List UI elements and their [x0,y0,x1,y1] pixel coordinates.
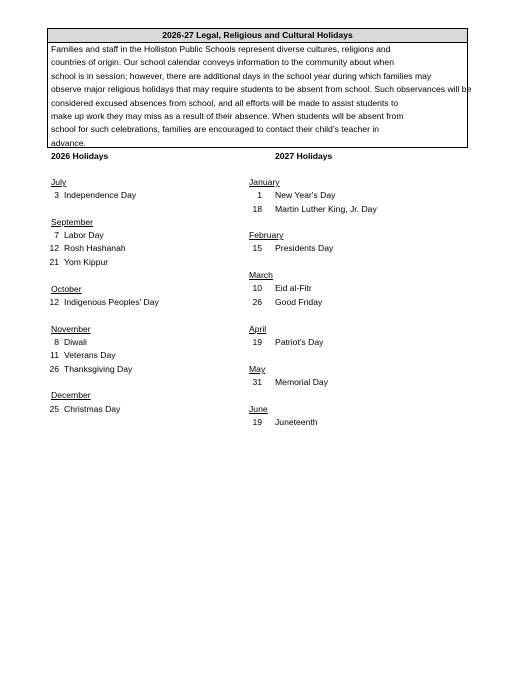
intro-line: Families and staff in the Holliston Public Schools represent diverse cultures, religions and [51,44,391,54]
holiday-day: 1 [257,190,262,200]
holiday-name: Presidents Day [275,243,334,253]
month-label: July [51,177,67,187]
holiday-day: 26 [252,297,262,307]
holiday-name: Memorial Day [275,377,329,387]
holiday-day: 8 [54,337,59,347]
holiday-name: Yom Kippur [64,257,109,267]
month-label: November [51,324,91,334]
holiday-day: 15 [252,243,262,253]
holiday-name: Rosh Hashanah [64,243,126,253]
month-label: May [249,364,266,374]
holiday-name: Eid al-Fitr [275,283,312,293]
holiday-name: Thanksgiving Day [64,364,133,374]
holiday-name: Labor Day [64,230,104,240]
holiday-name: Juneteenth [275,417,318,427]
holiday-name: Christmas Day [64,404,121,414]
holiday-name: New Year's Day [275,190,336,200]
month-label: April [249,324,267,334]
intro-box [47,28,472,148]
intro-line: school is in session; however, there are additional days in the school year during which families may [51,70,432,81]
holiday-name: Independence Day [64,190,137,200]
holiday-day: 19 [252,337,262,347]
holiday-day: 19 [252,417,262,427]
holiday-day: 7 [54,230,59,240]
holiday-day: 10 [252,283,262,293]
month-label: September [51,217,94,227]
month-label: January [249,177,280,187]
month-label: December [51,390,91,400]
intro-line: school for such celebrations, families are encouraged to contact their child’s teacher in [51,124,380,135]
holiday-name: Martin Luther King, Jr. Day [275,204,377,214]
holiday-name: Patriot's Day [275,337,324,347]
holiday-day: 31 [252,377,262,387]
intro-line: considered excused absences from school, and all efforts will be made to assist students to [51,97,399,108]
intro-line: observe major religious holidays that may require students to be absent from school. Such observances will be [51,84,472,95]
intro-line: make up work they may miss as a result of their absence. When students will be absent from [51,110,404,121]
month-label: October [51,284,82,294]
holiday-day: 18 [252,204,262,214]
holiday-day: 21 [49,257,59,267]
holiday-day: 3 [54,190,59,200]
month-label: February [249,230,284,240]
month-label: March [249,270,273,280]
month-label: June [249,404,268,414]
holiday-day: 25 [49,404,59,414]
holiday-day: 26 [49,364,59,374]
intro-line: countries of origin. Our school calendar conveys information to the community about when [51,57,394,68]
holiday-name: Indigenous Peoples' Day [64,297,159,307]
intro-line: advance. [51,137,86,148]
holiday-name: Good Friday [275,297,323,307]
intro-title: 2026-27 Legal, Religious and Cultural Holidays [48,29,467,43]
heading-2027: 2027 Holidays [275,151,333,161]
intro-body [48,43,472,150]
heading-2026: 2026 Holidays [51,151,109,161]
holiday-day: 12 [49,243,59,253]
holiday-day: 12 [49,297,59,307]
holiday-day: 11 [50,350,59,360]
holiday-name: Veterans Day [64,350,116,360]
holiday-name: Diwali [64,337,87,347]
